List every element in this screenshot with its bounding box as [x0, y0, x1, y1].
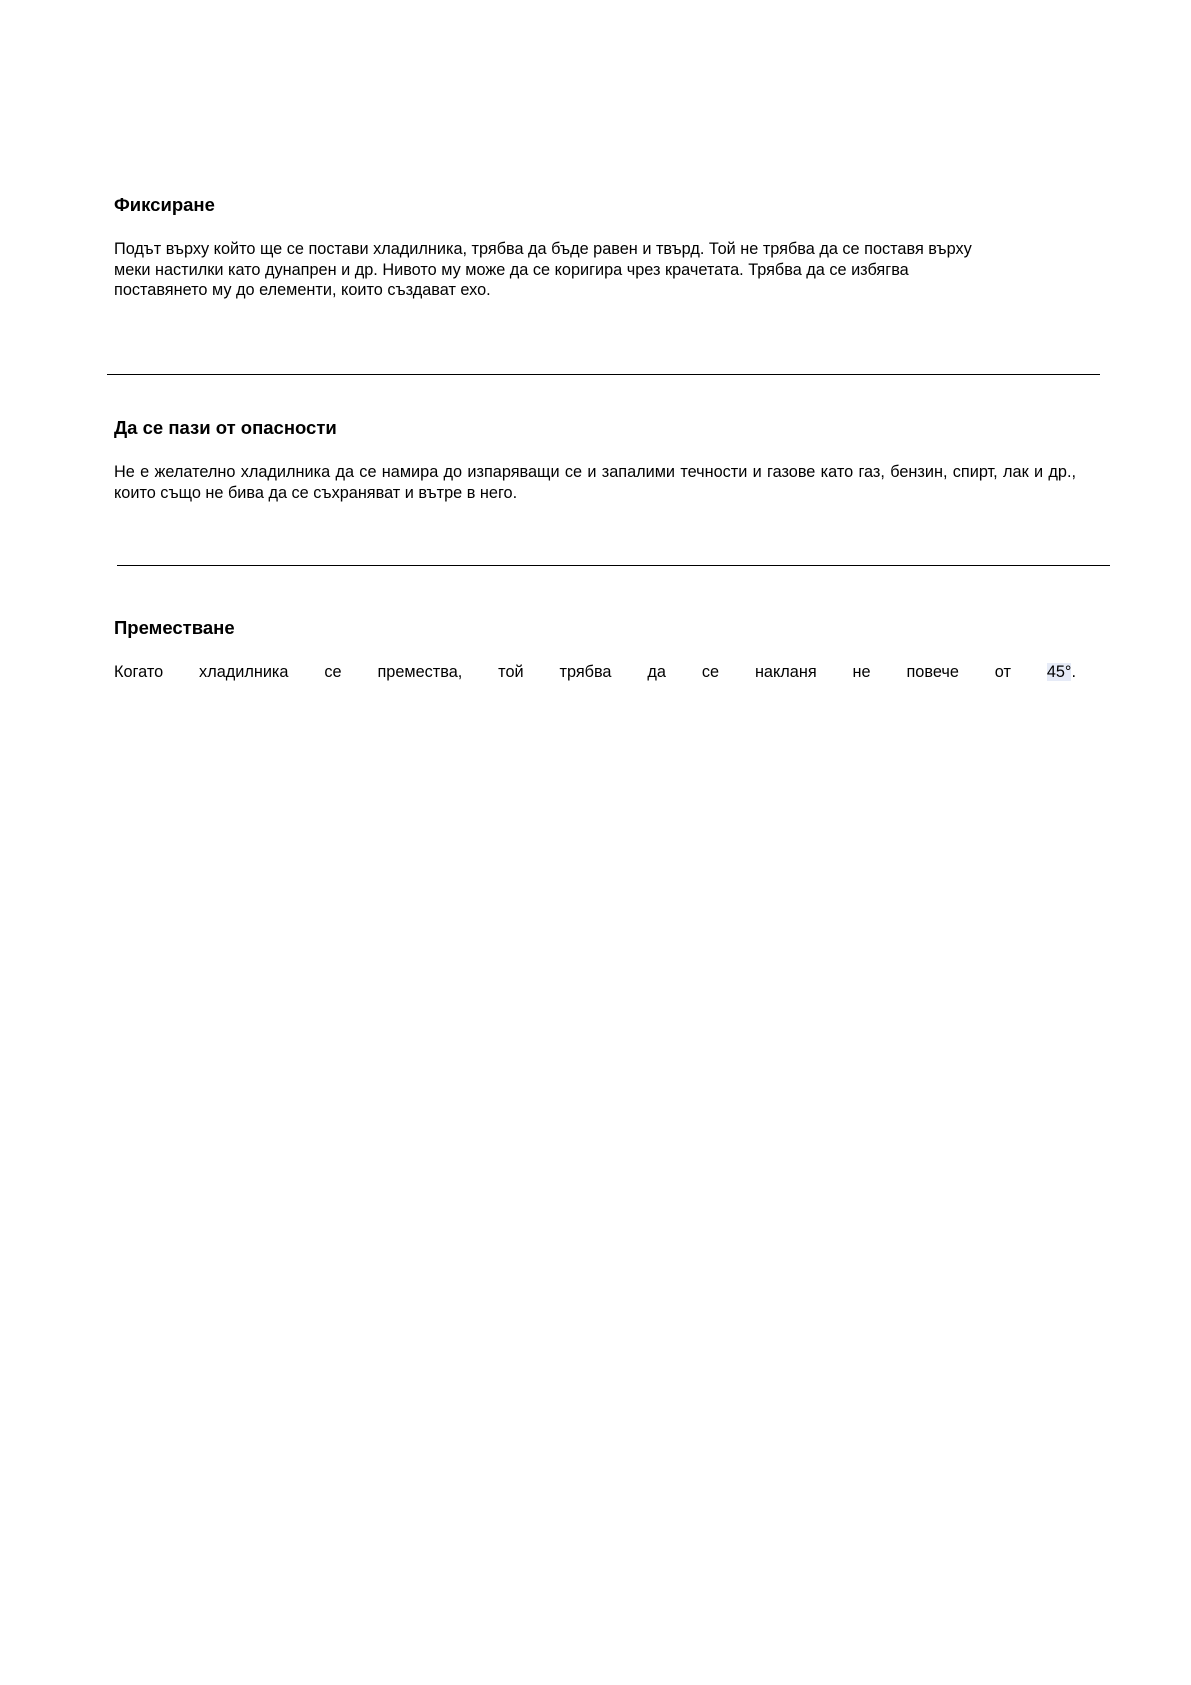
- paragraph-line: Подът върху който ще се постави хладилника, трябва да бъде равен и твърд. Той не трябва да се поставя върху: [114, 240, 972, 258]
- word: Когато: [114, 663, 164, 681]
- section-divider: [117, 565, 1110, 566]
- word: премества,: [377, 663, 463, 681]
- section-body-hazards: Не е желателно хладилника да се намира до изпаряващи се и запалими течности и газове като газ, бензин, спирт, лак и др., които също не бива да се съхраняват и вътре в него.: [114, 463, 1076, 502]
- section-body-moving: [114, 662, 1076, 683]
- word: повече: [906, 663, 959, 681]
- angle-value-group: [1047, 662, 1076, 683]
- section-divider: [107, 374, 1100, 375]
- section-heading-hazards: Да се пази от опасности: [114, 417, 337, 438]
- word: накланя: [754, 663, 817, 681]
- word: от: [994, 663, 1011, 681]
- paragraph-line: меки настилки като дунапрен и др. Нивото му може да се коригира чрез крачетата. Трябва да се избягва: [114, 260, 909, 279]
- word: се: [324, 663, 342, 681]
- word: да: [647, 663, 666, 681]
- section-heading-moving: Преместване: [114, 617, 235, 638]
- word: не: [852, 663, 871, 681]
- word: се: [701, 663, 720, 681]
- section-heading-fixing: Фиксиране: [114, 194, 215, 215]
- word: хладилника: [199, 663, 289, 681]
- word: той: [498, 663, 524, 681]
- section-body-fixing: [114, 239, 1076, 301]
- highlighted-angle: 45°: [1046, 663, 1072, 681]
- word: трябва: [559, 663, 612, 681]
- period: .: [1071, 663, 1076, 681]
- paragraph-line: поставянето му до елементи, които създават ехо.: [114, 281, 491, 300]
